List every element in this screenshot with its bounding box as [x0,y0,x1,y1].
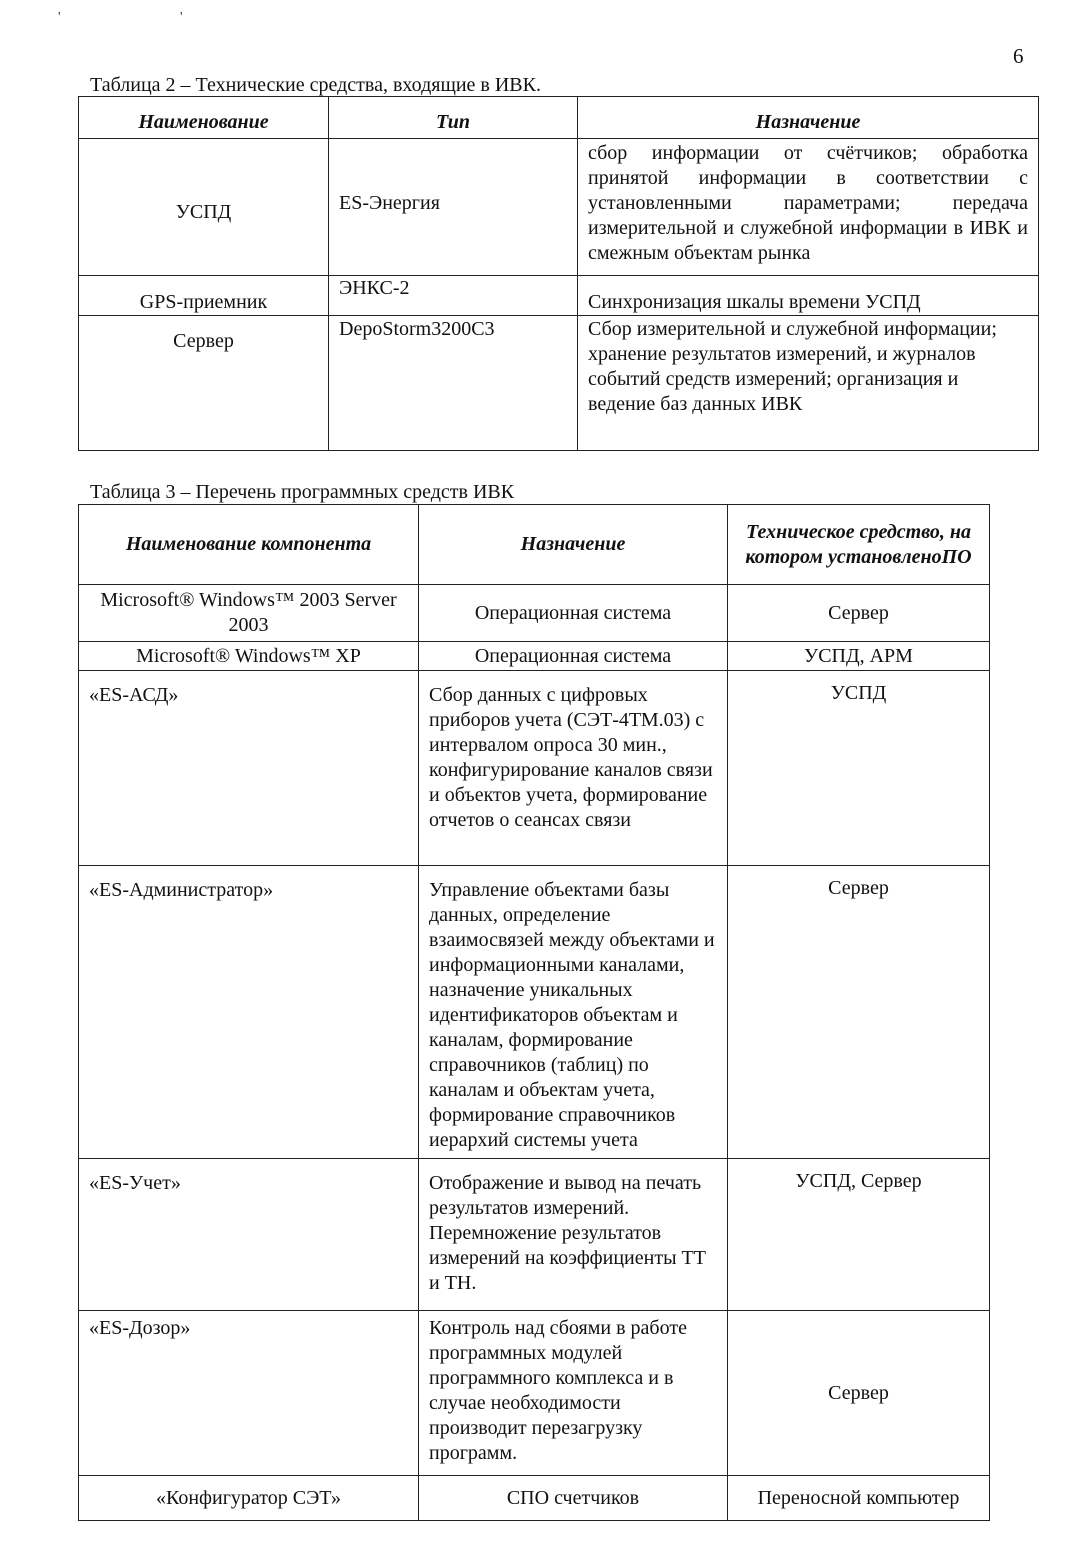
table2-cell-type: ES-Энергия [329,139,578,276]
table3-cell-purpose: Операционная система [419,585,728,642]
table3-cell-component: «ES-АСД» [79,671,419,866]
table-row [79,866,990,1159]
table2-header-type: Тип [329,97,578,139]
table3-cell-device: УСПД, Сервер [728,1159,990,1311]
table-row [79,139,1039,276]
table3-cell-device: Переносной компьютер [728,1476,990,1521]
table-row [79,276,1039,316]
table3-header-purpose: Назначение [419,505,728,585]
table-row [79,671,990,866]
table3-cell-device: УСПД [728,671,990,866]
table2 [78,96,1039,451]
table2-header-row [79,97,1039,139]
table3-cell-device: Сервер [728,1311,990,1476]
table3-cell-purpose: Операционная система [419,642,728,671]
table3-cell-component: Microsoft® Windows™ 2003 Server 2003 [79,585,419,642]
table3-header-row [79,505,990,585]
table2-cell-purpose: Синхронизация шкалы времени УСПД [578,276,1039,316]
table3-cell-component: «ES-Дозор» [79,1311,419,1476]
table3-cell-purpose: Контроль над сбоями в работе программных модулей программного комплекса и в случае необходимости производит перезагрузку программ. [419,1311,728,1476]
table3-cell-component: «ES-Учет» [79,1159,419,1311]
table-row [79,642,990,671]
table2-header-name: Наименование [79,97,329,139]
table3-cell-purpose: Управление объектами базы данных, определение взаимосвязей между объектами и информационными каналами, назначение уникальных идентификаторов объектам и каналам, формирование справочников (таблиц) по каналам и объектам учета, формирование справочников иерархий системы учета [419,866,728,1159]
scan-specks: ' ' [58,10,241,25]
table3-cell-device: УСПД, АРМ [728,642,990,671]
table3-cell-purpose: Отображение и вывод на печать результатов измерений. Перемножение результатов измерений на коэффициенты ТТ и ТН. [419,1159,728,1311]
table2-cell-purpose: Сбор измерительной и служебной информации; хранение результатов измерений, и журналов событий средств измерений; организация и ведение баз данных ИВК [578,316,1039,451]
table3-header-component: Наименование компонента [79,505,419,585]
table3 [78,504,990,1521]
table3-cell-purpose: СПО счетчиков [419,1476,728,1521]
table2-caption: Таблица 2 – Технические средства, входящие в ИВК. [90,74,541,96]
table-row [79,585,990,642]
table2-cell-name: GPS-приемник [79,276,329,316]
table2-cell-name: Сервер [79,316,329,451]
table2-cell-name: УСПД [79,139,329,276]
table3-cell-component: «Конфигуратор СЭТ» [79,1476,419,1521]
table2-cell-type: DepoStorm3200C3 [329,316,578,451]
table-row [79,316,1039,451]
table3-header-device: Техническое средство, на котором установленоПО [728,505,990,585]
table-row [79,1311,990,1476]
table3-cell-device: Сервер [728,866,990,1159]
table2-cell-purpose: сбор информации от счётчиков; обработка принятой информации в соответствии с установленными параметрами; передача измерительной и служебной информации в ИВК и смежным объектам рынка [578,139,1039,276]
table-row [79,1476,990,1521]
table3-cell-purpose: Сбор данных с цифровых приборов учета (СЭТ-4ТМ.03) с интервалом опроса 30 мин., конфигурирование каналов связи и объектов учета, формирование отчетов о сеансах связи [419,671,728,866]
table2-cell-type: ЭНКС-2 [329,276,578,316]
table3-cell-component: Microsoft® Windows™ XP [79,642,419,671]
table3-cell-component: «ES-Администратор» [79,866,419,1159]
table3-cell-device: Сервер [728,585,990,642]
table3-caption: Таблица 3 – Перечень программных средств ИВК [90,481,515,503]
page-number: 6 [1013,44,1024,68]
table-row [79,1159,990,1311]
table2-header-purpose: Назначение [578,97,1039,139]
